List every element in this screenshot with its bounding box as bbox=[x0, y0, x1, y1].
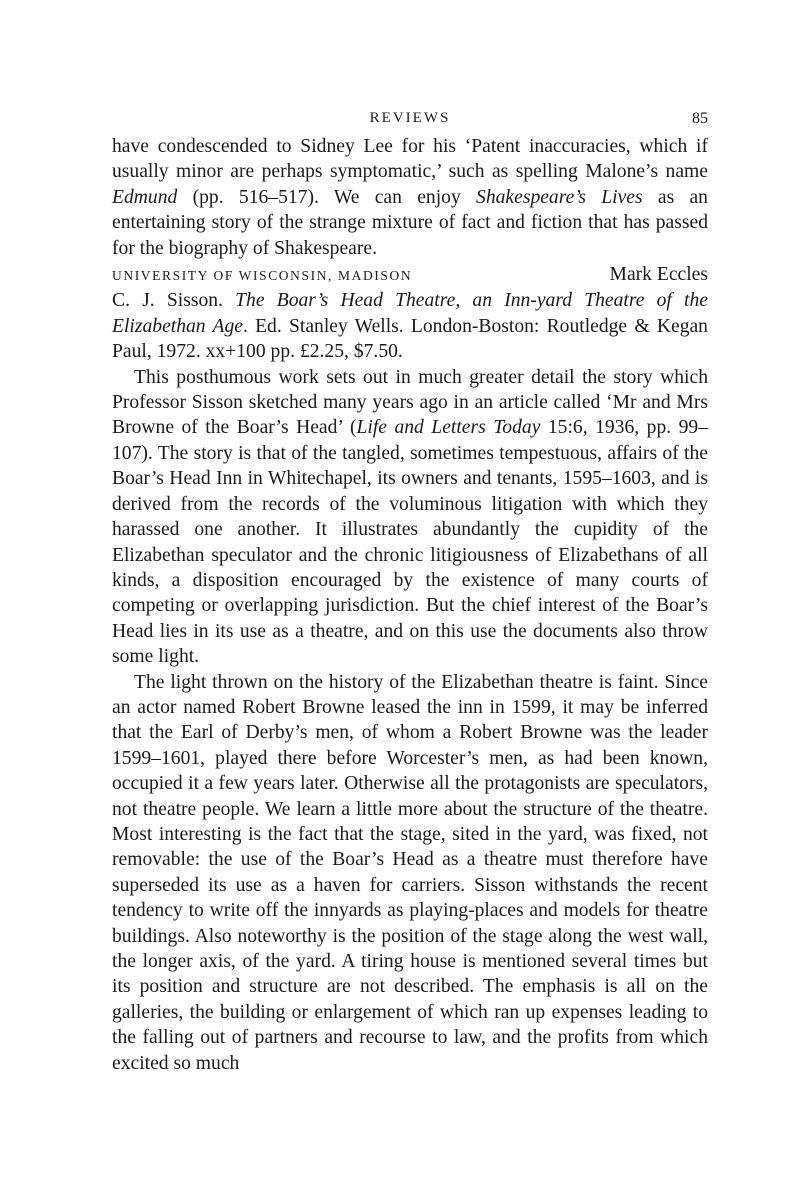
running-head bbox=[112, 110, 708, 134]
reviewer-affiliation: UNIVERSITY OF WISCONSIN, MADISON bbox=[112, 268, 413, 284]
text-run: have condescended to Sidney Lee for his ‘Patent inaccuracies, which if usually minor are perhaps symptomatic,’ such as spelling Malone’s name bbox=[112, 136, 708, 183]
page bbox=[112, 110, 708, 1076]
reviewer-signature bbox=[112, 262, 708, 288]
citation-title: The Boar’s Head Theatre, an Inn-yard Theatre of the Elizabethan Age bbox=[112, 290, 708, 337]
italic-name: Edmund bbox=[112, 186, 178, 208]
previous-review-conclusion bbox=[112, 134, 708, 261]
text-run: as an entertaining story of the strange mixture of fact and fiction that has passed for the biography of Shakespeare. bbox=[112, 186, 708, 259]
page-number: 85 bbox=[692, 110, 708, 127]
text-run: This posthumous work sets out in much greater detail the story which Professor Sisson sketched many years ago in an article called ‘Mr and Mrs Browne of the Boar’s Head’ ( bbox=[112, 366, 708, 439]
italic-journal-title: Life and Letters Today bbox=[356, 417, 541, 439]
review-paragraph-1 bbox=[112, 365, 708, 670]
review-text bbox=[112, 134, 708, 1076]
book-citation bbox=[112, 288, 708, 364]
citation-author: C. J. Sisson. bbox=[112, 290, 236, 312]
text-run: (pp. 516–517). We can enjoy bbox=[177, 186, 477, 208]
running-title: REVIEWS bbox=[369, 110, 451, 126]
citation-details: . Ed. Stanley Wells. London-Boston: Routledge & Kegan Paul, 1972. xx+100 pp. £2.25, $7.50. bbox=[112, 315, 708, 363]
review-paragraph-2: The light thrown on the history of the Elizabethan theatre is faint. Since an actor named Robert Browne leased the inn in 1599, it may be inferred that the Earl of Derby’s men, of whom a Robert Browne was the leader 1599–1601, played there before Worcester’s men, as had been known, occupied it a few years later. Otherwise all the protagonists are speculators, not theatre people. We learn a little more about the structure of the theatre. Most interesting is the fact that the stage, sited in the yard, was fixed, not removable: the use of the Boar’s Head as a theatre must therefore have superseded its use as a haven for carriers. Sisson withstands the recent tendency to write off the innyards as playing-places and models for theatre buildings. Also noteworthy is the position of the stage along the west wall, the longer axis, of the yard. A tiring house is mentioned several times but its position and structure are not described. The emphasis is all on the galleries, the building or enlargement of which ran up expenses leading to the falling out of partners and recourse to law, and the profits from which excited so much bbox=[112, 671, 708, 1074]
reviewer-name: Mark Eccles bbox=[609, 264, 708, 286]
italic-book-title: Shakespeare’s Lives bbox=[476, 186, 643, 208]
text-run: 15:6, 1936, pp. 99–107). The story is that of the tangled, sometimes tempestuous, affairs of the Boar’s Head Inn in Whitechapel, its owners and tenants, 1595–1603, and is derived from the records of the voluminous litigation with which they harassed one another. It illustrates abundantly the cupidity of the Elizabethan speculator and the chronic litigiousness of Elizabethans of all kinds, a disposition encouraged by the existence of many courts of competing or overlapping jurisdiction. But the chief interest of the Boar’s Head lies in its use as a theatre, and on this use the documents also throw some light. bbox=[112, 417, 709, 668]
